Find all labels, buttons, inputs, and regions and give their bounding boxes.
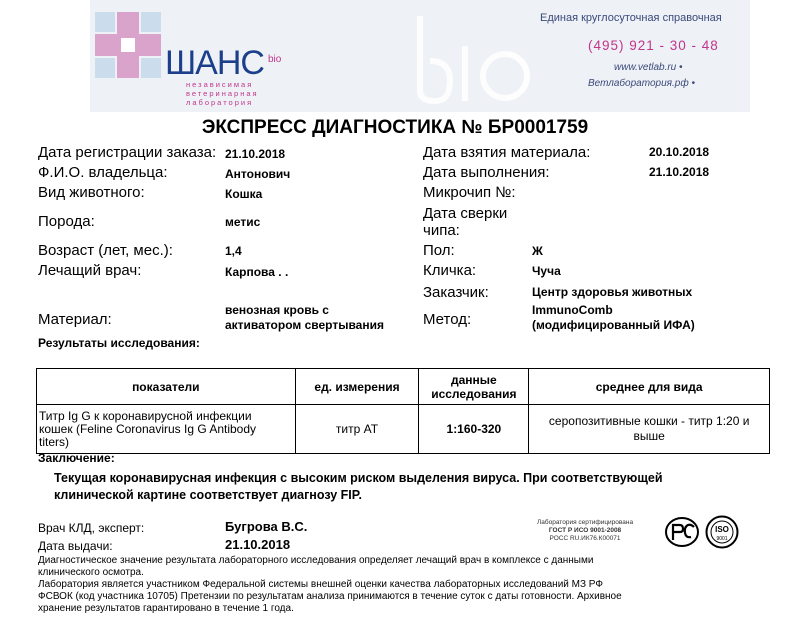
chip-label: Микрочип №: xyxy=(423,184,516,201)
footnote xyxy=(38,555,622,615)
hotline-label: Единая круглосуточная справочная xyxy=(540,12,722,24)
nickname-label: Кличка: xyxy=(423,262,477,279)
cert-line: Лаборатория сертифицирована xyxy=(537,519,634,526)
sex-value: Ж xyxy=(532,244,543,258)
lab-logo-subtitle xyxy=(186,80,259,107)
indicator-line: Титр Ig G к коронавирусной инфекции xyxy=(39,408,252,423)
expert-label: Врач КЛД, эксперт: xyxy=(38,521,145,535)
sample-date-label: Дата взятия материала: xyxy=(423,144,591,161)
bio-watermark-icon xyxy=(410,6,530,106)
norm-line: серопозитивные кошки - титр 1:20 и xyxy=(548,414,750,428)
species-value: Кошка xyxy=(225,187,263,201)
sample-date-value: 20.10.2018 xyxy=(649,145,710,159)
website-link-rf[interactable]: Ветлаборатория.рф • xyxy=(588,78,695,89)
lab-logo-suffix: bio xyxy=(268,54,282,65)
hotline-phone: (495) 921 - 30 - 48 xyxy=(588,38,719,53)
indicator-line: кошек (Feline Coronavirus Ig G Antibody xyxy=(39,421,257,436)
results-heading: Результаты исследования: xyxy=(38,336,200,350)
column-header-unit: ед. измерения xyxy=(295,369,419,405)
lab-logo-grid-icon xyxy=(95,12,161,78)
conclusion-heading: Заключение: xyxy=(38,451,115,465)
norm-line: выше xyxy=(633,429,665,443)
issue-date-label: Дата выдачи: xyxy=(38,539,113,553)
rst-certification-mark-icon xyxy=(664,516,700,548)
sex-label: Пол: xyxy=(423,242,455,259)
footnote-line: ФСВОК (код участника 10705) Претензии по результатам анализа принимаются в течение суток с даты готовности. Архивное xyxy=(38,591,622,602)
document-title: ЭКСПРЕСС ДИАГНОСТИКА № БР0001759 xyxy=(201,117,589,138)
results-table xyxy=(36,368,770,454)
logo-sub-line: ветеринарная xyxy=(186,89,259,98)
done-date-value: 21.10.2018 xyxy=(649,165,710,179)
logo-sub-line: лаборатория xyxy=(186,98,254,107)
owner-value: Антонович xyxy=(225,167,291,181)
iso-badge-label: ISO xyxy=(715,525,729,534)
footnote-line: хранение результатов гарантировано в течение 1 года. xyxy=(38,603,294,614)
iso-badge-number: 9001 xyxy=(716,536,728,542)
reg-date-label: Дата регистрации заказа: xyxy=(38,144,217,161)
expert-name: Бугрова В.С. xyxy=(225,519,308,534)
footnote-line: Диагностическое значение результата лабораторного исследования определяет лечащий врач в комплексе с данными xyxy=(38,555,594,566)
age-label: Возраст (лет, мес.): xyxy=(38,242,173,259)
material-value-line1: венозная кровь с xyxy=(225,303,329,317)
conclusion-line2: клинической картине соответствует диагнозу FIP. xyxy=(54,488,362,502)
reg-date-value: 21.10.2018 xyxy=(225,147,286,161)
header-line: исследования xyxy=(431,386,517,401)
column-header-indicator: показатели xyxy=(37,369,296,405)
chip-check-label-line2: чипа: xyxy=(423,222,460,239)
method-label: Метод: xyxy=(423,311,472,328)
breed-label: Порода: xyxy=(38,213,95,230)
doctor-value: Карпова . . xyxy=(225,265,289,279)
customer-value: Центр здоровья животных xyxy=(532,285,693,299)
method-value-line2: (модифицированный ИФА) xyxy=(532,318,695,332)
material-label: Материал: xyxy=(38,311,112,328)
cert-line: ГОСТ Р ИСО 9001-2008 xyxy=(548,527,622,534)
species-average-cell xyxy=(529,405,770,454)
age-value: 1,4 xyxy=(225,244,242,258)
method-value-line1: ImmunoComb xyxy=(532,303,613,317)
indicator-line: titers) xyxy=(39,434,69,449)
header-line: данные xyxy=(451,372,497,387)
table-row xyxy=(37,405,770,454)
certification-text xyxy=(537,519,633,543)
result-cell: 1:160-320 xyxy=(419,405,529,454)
table-header-row xyxy=(37,369,770,405)
footnote-line: клинического осмотра. xyxy=(38,567,144,578)
cert-line: РОСС RU.ИК76.К00071 xyxy=(549,535,621,542)
chip-check-label-line1: Дата сверки xyxy=(423,205,508,222)
column-header-result xyxy=(419,369,529,405)
doctor-label: Лечащий врач: xyxy=(38,262,142,279)
nickname-value: Чуча xyxy=(532,264,561,278)
owner-label: Ф.И.О. владельца: xyxy=(38,164,168,181)
conclusion-line1: Текущая коронавирусная инфекция с высоким риском выделения вируса. При соответствующей xyxy=(54,471,663,485)
logo-sub-line: независимая xyxy=(186,80,254,89)
lab-logo-name: ШАНС xyxy=(165,44,264,82)
indicator-cell xyxy=(37,405,296,454)
species-label: Вид животного: xyxy=(38,184,145,201)
breed-value: метис xyxy=(225,215,261,229)
customer-label: Заказчик: xyxy=(423,284,489,301)
unit-cell: титр АТ xyxy=(295,405,419,454)
website-link[interactable]: www.vetlab.ru • xyxy=(614,62,683,73)
iso-9001-badge-icon xyxy=(705,515,739,549)
material-value-line2: активатором свертывания xyxy=(225,318,384,332)
issue-date-value: 21.10.2018 xyxy=(225,537,291,552)
done-date-label: Дата выполнения: xyxy=(423,164,550,181)
footnote-line: Лаборатория является участником Федеральной системы внешней оценки качества лабораторных исследований МЗ РФ xyxy=(38,579,603,590)
column-header-species-average: среднее для вида xyxy=(529,369,770,405)
